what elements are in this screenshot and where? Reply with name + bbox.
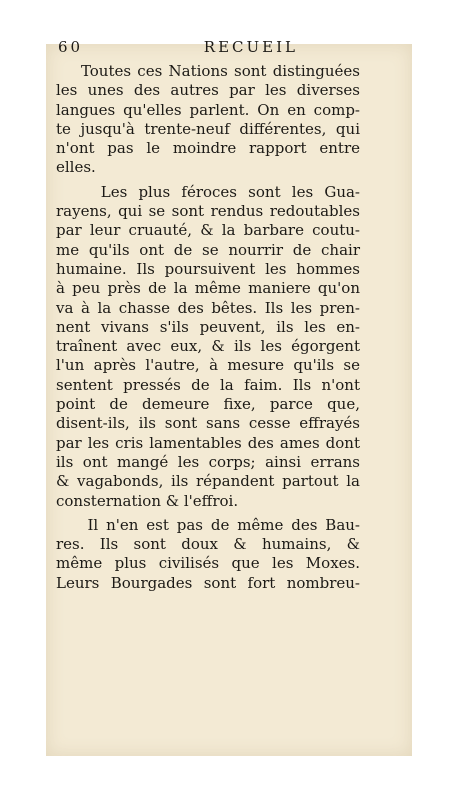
text-line: langues qu'elles parlent. On en comp- — [56, 100, 360, 119]
text-line: Les plus féroces sont les Gua- — [56, 182, 360, 201]
text-line: consternation & l'effroi. — [56, 491, 239, 510]
body-text — [56, 62, 360, 593]
text-line: elles. — [56, 158, 96, 177]
text-line: par leur cruauté, & la barbare coutu- — [56, 221, 360, 240]
text-line: point de demeure fixe, parce que, — [56, 395, 360, 414]
paragraph — [56, 516, 360, 593]
paragraph — [56, 183, 360, 511]
text-line: me qu'ils ont de se nourrir de chair — [56, 240, 360, 259]
text-line: même plus civilisés que les Moxes. — [56, 554, 360, 573]
text-line: les unes des autres par les diverses — [56, 81, 360, 100]
running-title: RECUEIL — [203, 38, 298, 56]
text-line: l'un après l'autre, à mesure qu'ils se — [56, 356, 360, 375]
page-number: 60 — [58, 38, 84, 56]
text-line: humaine. Ils poursuivent les hommes — [56, 259, 360, 278]
text-line: Leurs Bourgades sont fort nombreu- — [56, 573, 360, 592]
page-header — [58, 38, 298, 56]
text-line: & vagabonds, ils répandent partout la — [56, 472, 360, 491]
text-line: rayens, qui se sont rendus redoutables — [56, 202, 360, 221]
text-line: n'ont pas le moindre rapport entre — [56, 139, 360, 158]
text-line: te jusqu'à trente-neuf différentes, qui — [56, 119, 360, 138]
text-line: ils ont mangé les corps; ainsi errans — [56, 452, 360, 471]
text-line: disent-ils, ils sont sans cesse effrayés — [56, 414, 360, 433]
text-line: res. Ils sont doux & humains, & — [56, 535, 360, 554]
text-line: par les cris lamentables des ames dont — [56, 433, 360, 452]
text-line: traînent avec eux, & ils les égorgent — [56, 337, 360, 356]
paragraph — [56, 62, 360, 178]
text-line: à peu près de la même maniere qu'on — [56, 279, 360, 298]
text-line: nent vivans s'ils peuvent, ils les en- — [56, 317, 360, 336]
text-line: Il n'en est pas de même des Bau- — [56, 515, 360, 534]
text-line: Toutes ces Nations sont distinguées — [56, 62, 360, 80]
text-line: sentent pressés de la faim. Ils n'ont — [56, 375, 360, 394]
text-line: va à la chasse des bêtes. Ils les pren- — [56, 298, 360, 317]
